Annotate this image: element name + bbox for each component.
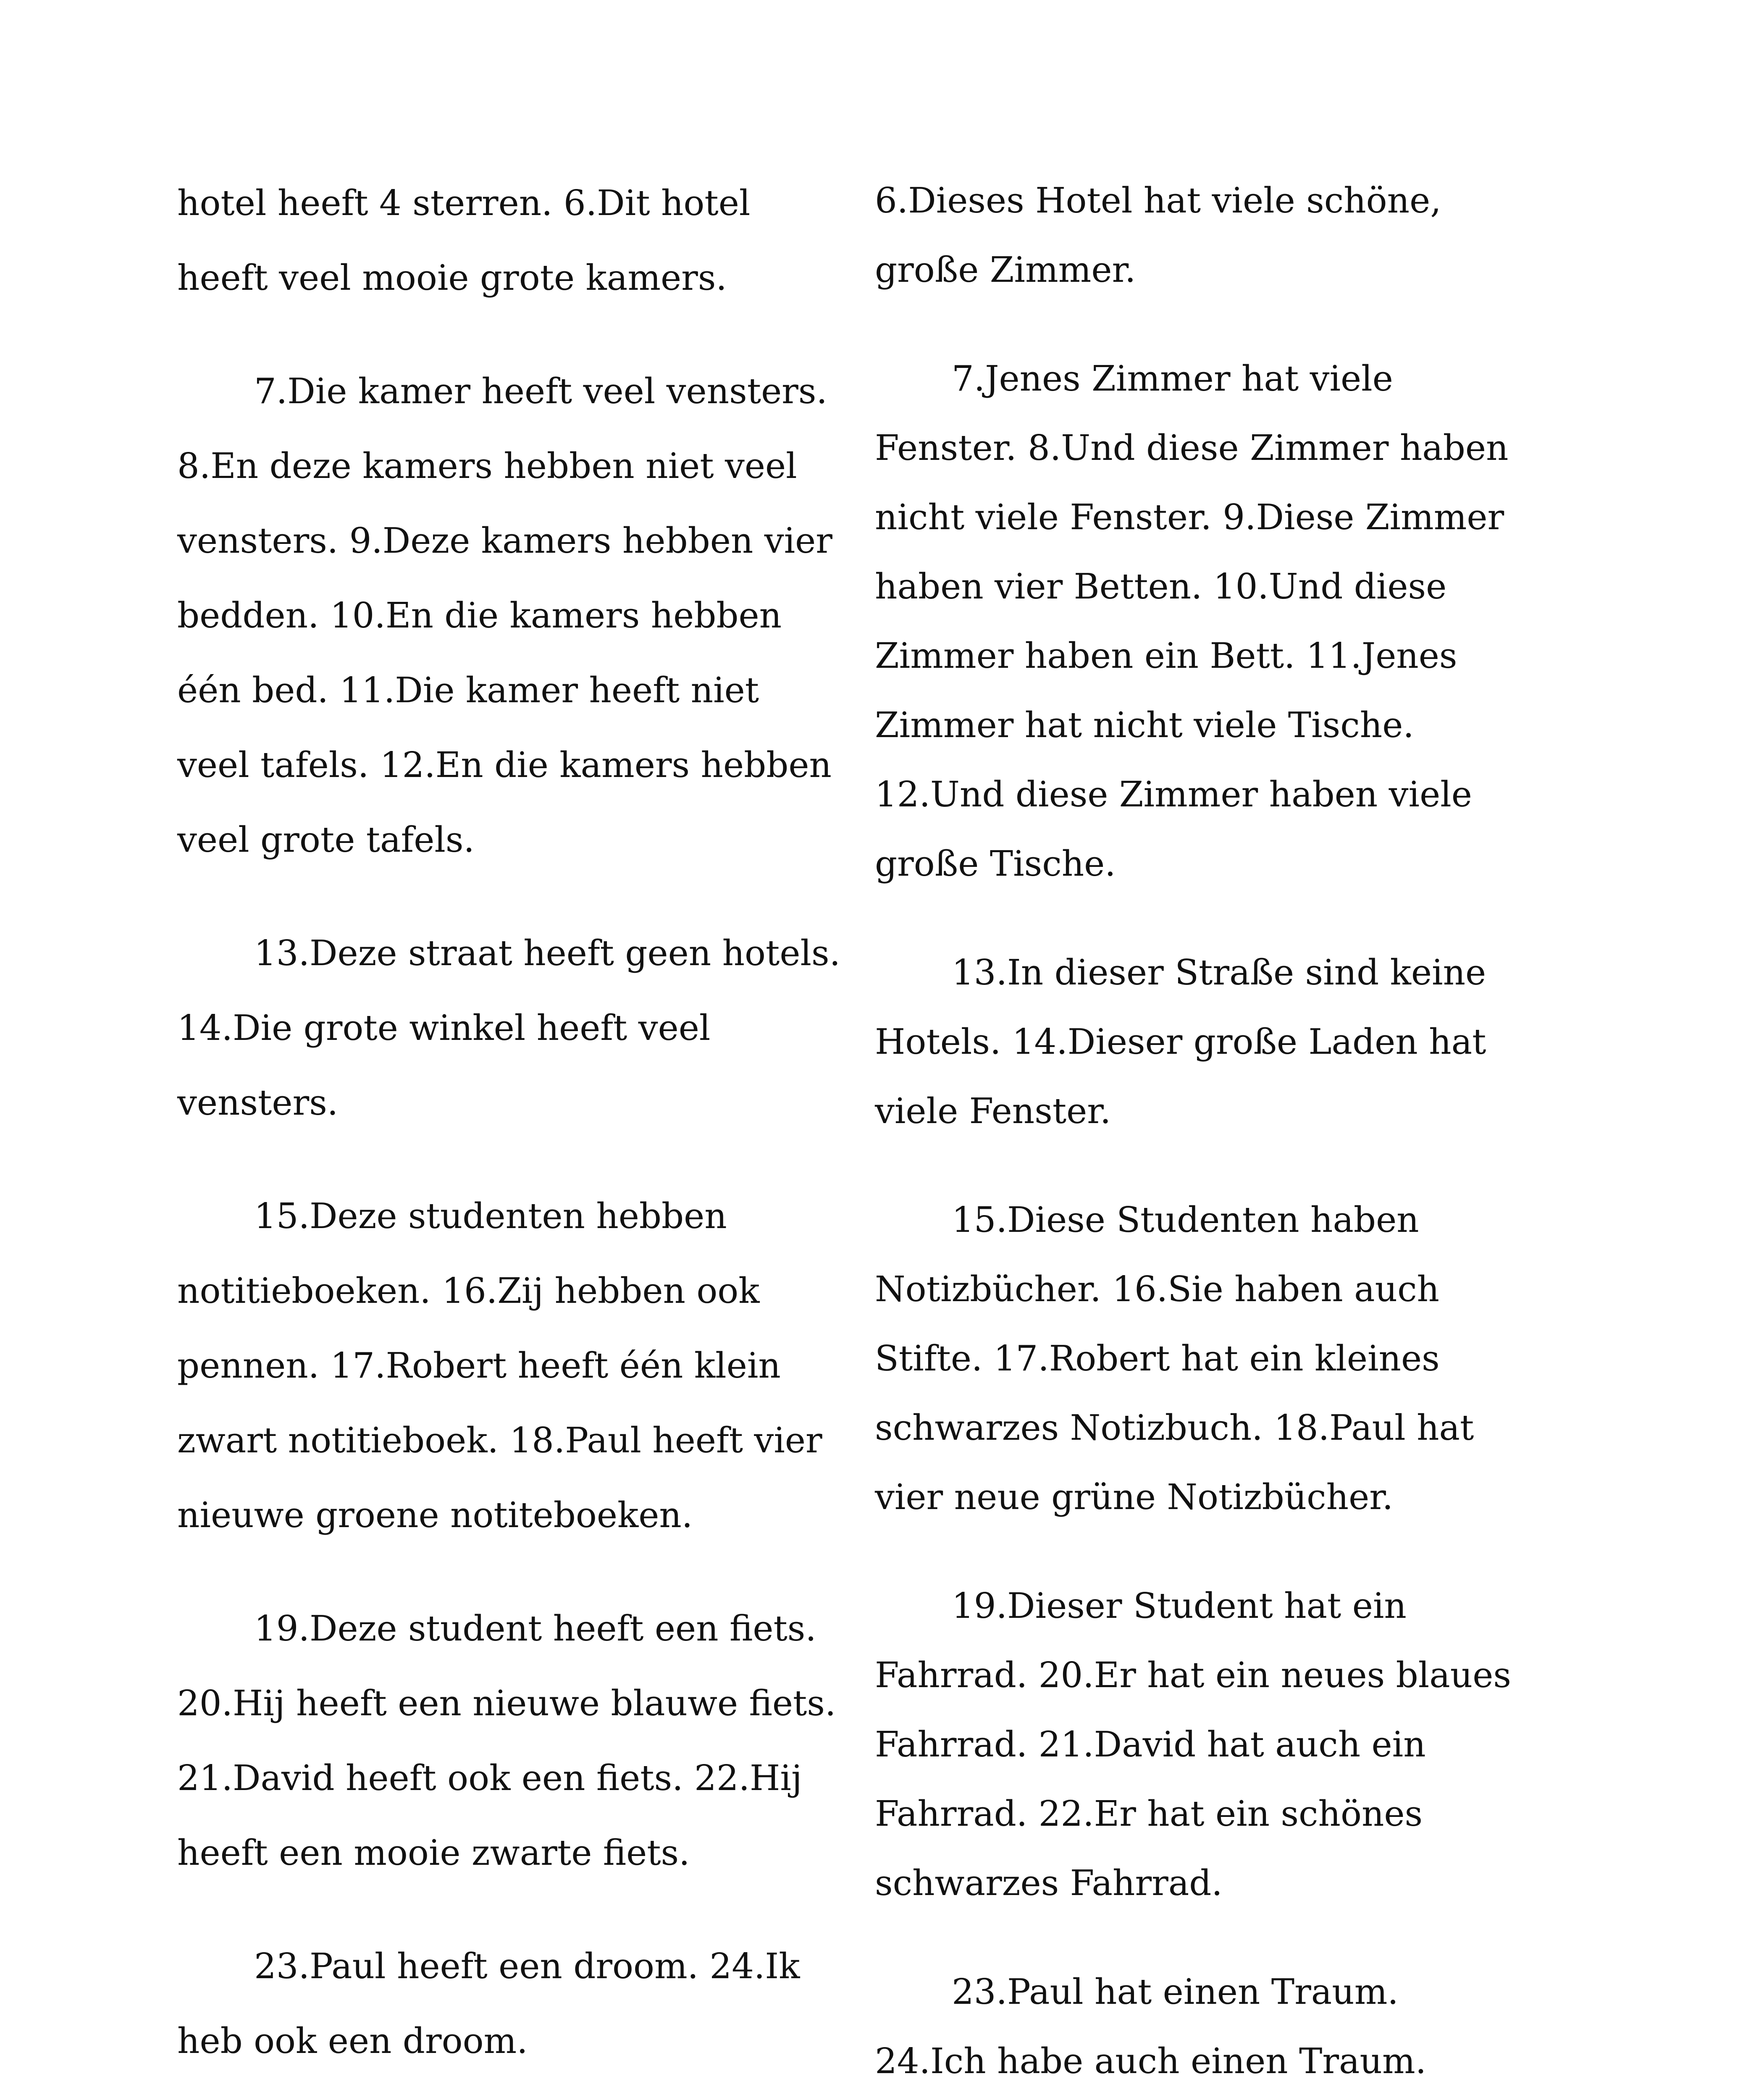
german-text-column	[875, 166, 1547, 2100]
text-line: 8.En deze kamers hebben niet veel	[177, 446, 797, 486]
text-line: 13.In dieser Straße sind keine	[952, 952, 1486, 993]
dutch-paragraph	[177, 1179, 849, 1553]
german-paragraph	[875, 166, 1547, 304]
dutch-paragraph	[177, 916, 849, 1140]
text-line: 20.Hij heeft een nieuwe blauwe fiets.	[177, 1683, 836, 1724]
text-line: nicht viele Fenster. 9.Diese Zimmer	[875, 497, 1504, 538]
german-paragraph	[875, 1571, 1547, 1918]
text-line: zwart notitieboek. 18.Paul heeft vier	[177, 1420, 822, 1461]
text-line: veel tafels. 12.En die kamers hebben	[177, 745, 832, 785]
text-line: 19.Dieser Student hat ein	[952, 1586, 1407, 1626]
dutch-text-column	[177, 166, 849, 2100]
text-line: 15.Diese Studenten haben	[952, 1200, 1419, 1240]
text-line: Hotels. 14.Dieser große Laden hat	[875, 1021, 1486, 1062]
text-line: veel grote tafels.	[177, 819, 475, 860]
text-line: heb ook een droom.	[177, 2021, 528, 2061]
text-line: één bed. 11.Die kamer heeft niet	[177, 670, 759, 711]
text-line: 13.Deze straat heeft geen hotels.	[254, 933, 841, 974]
text-line: 12.Und diese Zimmer haben viele	[875, 774, 1472, 815]
german-paragraph	[875, 1957, 1547, 2096]
text-line: viele Fenster.	[875, 1091, 1111, 1131]
text-line: 19.Deze student heeft een fiets.	[254, 1608, 816, 1649]
text-line: schwarzes Fahrrad.	[875, 1863, 1223, 1903]
text-line: 24.Ich habe auch einen Traum.	[875, 2041, 1427, 2082]
text-line: Stifte. 17.Robert hat ein kleines	[875, 1338, 1440, 1379]
dutch-paragraph	[177, 166, 849, 315]
text-line: pennen. 17.Robert heeft één klein	[177, 1345, 781, 1386]
text-line: 6.Dieses Hotel hat viele schöne,	[875, 180, 1441, 221]
text-line: 21.David heeft ook een fiets. 22.Hij	[177, 1758, 802, 1798]
german-paragraph	[875, 344, 1547, 898]
text-line: haben vier Betten. 10.Und diese	[875, 566, 1447, 607]
german-paragraph	[875, 938, 1547, 1146]
text-line: heeft een mooie zwarte fiets.	[177, 1832, 690, 1873]
text-line: Fahrrad. 22.Er hat ein schönes	[875, 1793, 1423, 1834]
german-paragraph	[875, 1185, 1547, 1532]
text-line: 15.Deze studenten hebben	[254, 1196, 727, 1236]
text-line: Fenster. 8.Und diese Zimmer haben	[875, 428, 1509, 468]
text-line: vensters.	[177, 1082, 339, 1123]
text-line: Fahrrad. 20.Er hat ein neues blaues	[875, 1655, 1511, 1696]
text-line: hotel heeft 4 sterren. 6.Dit hotel	[177, 183, 751, 223]
text-line: notitieboeken. 16.Zij hebben ook	[177, 1270, 760, 1311]
text-line: 7.Jenes Zimmer hat viele	[952, 358, 1393, 399]
text-line: nieuwe groene notiteboeken.	[177, 1495, 693, 1536]
dutch-paragraph	[177, 354, 849, 877]
text-line: bedden. 10.En die kamers hebben	[177, 595, 782, 636]
text-line: große Tische.	[875, 843, 1116, 884]
text-line: 23.Paul hat einen Traum.	[952, 1971, 1399, 2012]
text-line: 23.Paul heeft een droom. 24.Ik	[254, 1946, 800, 1987]
text-line: vensters. 9.Deze kamers hebben vier	[177, 520, 832, 561]
text-line: Zimmer haben ein Bett. 11.Jenes	[875, 635, 1457, 676]
dutch-paragraph	[177, 1929, 849, 2079]
text-line: vier neue grüne Notizbücher.	[875, 1477, 1394, 1517]
text-line: Zimmer hat nicht viele Tische.	[875, 705, 1414, 746]
dutch-paragraph	[177, 1591, 849, 1890]
text-line: große Zimmer.	[875, 249, 1136, 290]
text-line: Notizbücher. 16.Sie haben auch	[875, 1269, 1440, 1310]
text-line: Fahrrad. 21.David hat auch ein	[875, 1724, 1426, 1765]
text-line: 7.Die kamer heeft veel vensters.	[254, 371, 827, 412]
text-line: schwarzes Notizbuch. 18.Paul hat	[875, 1407, 1474, 1448]
text-line: 14.Die grote winkel heeft veel	[177, 1008, 711, 1048]
text-line: heeft veel mooie grote kamers.	[177, 257, 727, 298]
